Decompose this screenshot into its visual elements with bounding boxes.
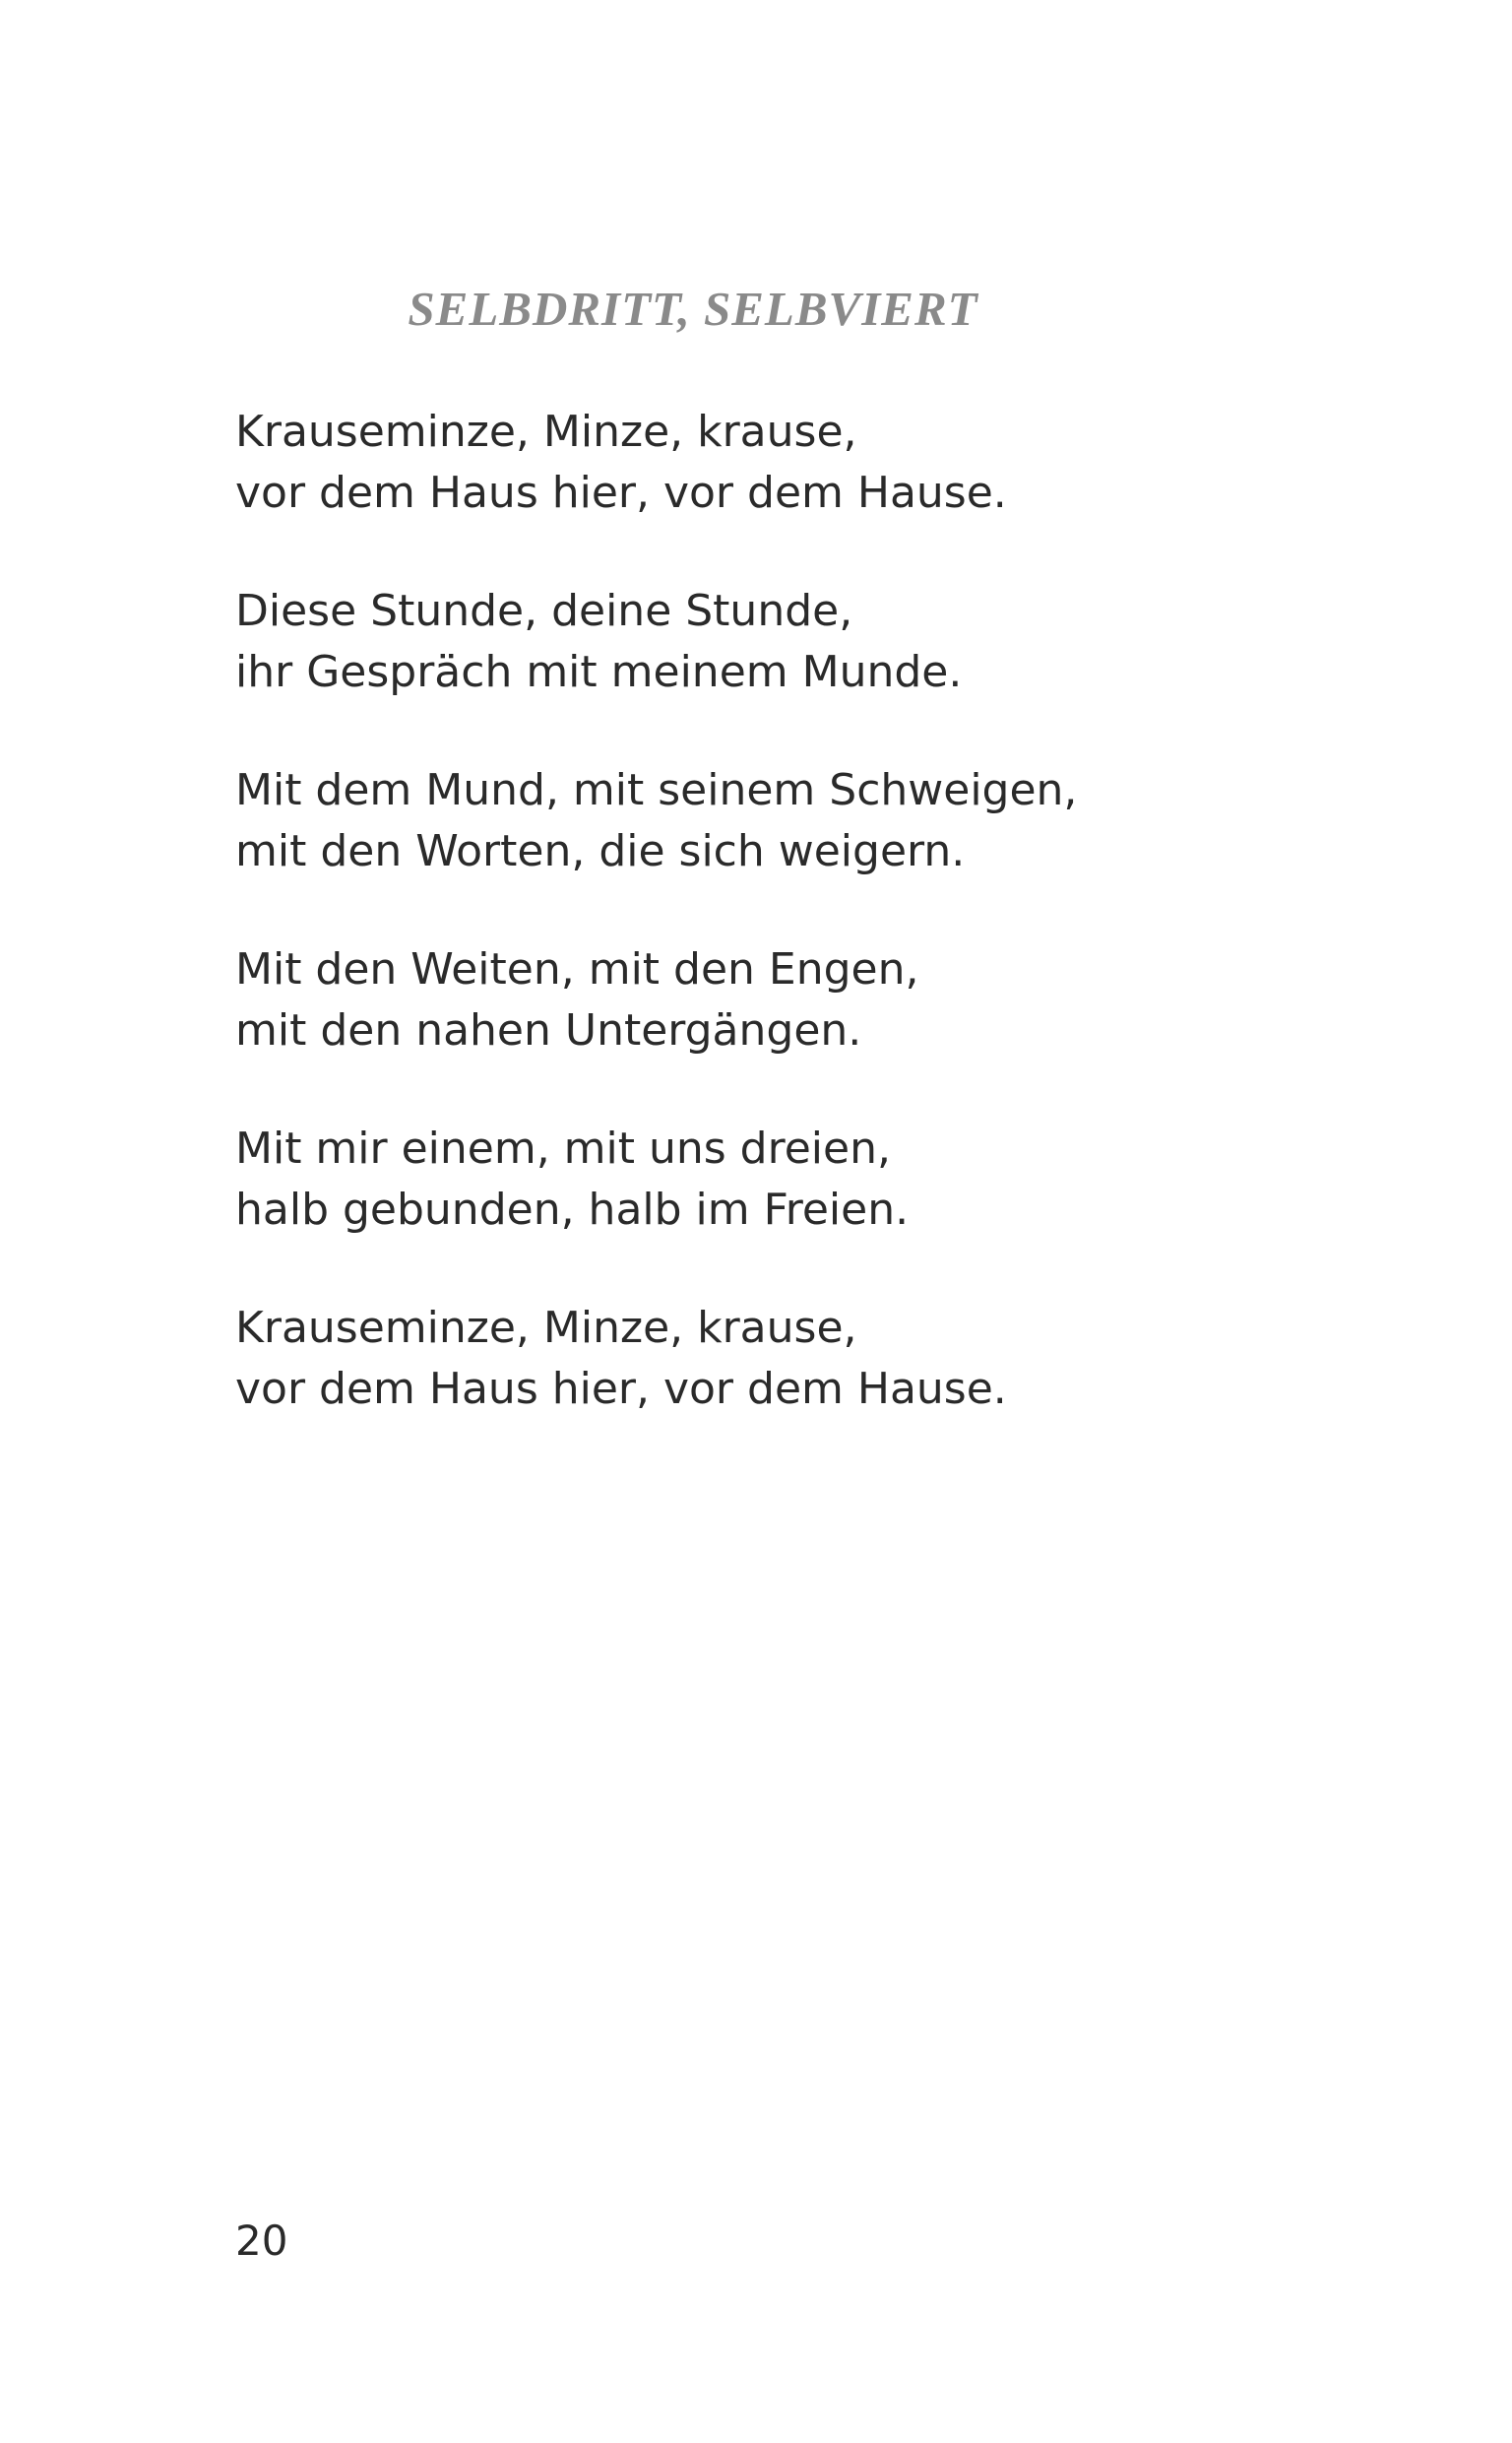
poem-line: Mit mir einem, mit uns dreien,	[235, 1124, 891, 1174]
page-number: 20	[235, 2217, 288, 2265]
stanza	[235, 760, 1367, 882]
stanza	[235, 581, 1367, 703]
poem-line: mit den Worten, die sich weigern.	[235, 826, 966, 876]
stanza	[235, 1298, 1367, 1420]
poem-title: SELBDRITT, SELBVIERT	[408, 282, 978, 336]
poem-line: vor dem Haus hier, vor dem Hause.	[235, 468, 1007, 518]
poem-line: Mit dem Mund, mit seinem Schweigen,	[235, 765, 1078, 815]
poem-line: Diese Stunde, deine Stunde,	[235, 586, 853, 636]
poem-line: Krauseminze, Minze, krause,	[235, 407, 857, 457]
poem-line: mit den nahen Untergängen.	[235, 1005, 862, 1056]
poem-body	[235, 402, 1367, 1477]
stanza	[235, 402, 1367, 524]
poem-line: vor dem Haus hier, vor dem Hause.	[235, 1364, 1007, 1414]
poem-line: ihr Gespräch mit meinem Munde.	[235, 647, 963, 697]
poem-line: Mit den Weiten, mit den Engen,	[235, 944, 919, 995]
poem-line: Krauseminze, Minze, krause,	[235, 1303, 857, 1353]
stanza	[235, 1119, 1367, 1241]
stanza	[235, 939, 1367, 1061]
poem-line: halb gebunden, halb im Freien.	[235, 1185, 910, 1235]
